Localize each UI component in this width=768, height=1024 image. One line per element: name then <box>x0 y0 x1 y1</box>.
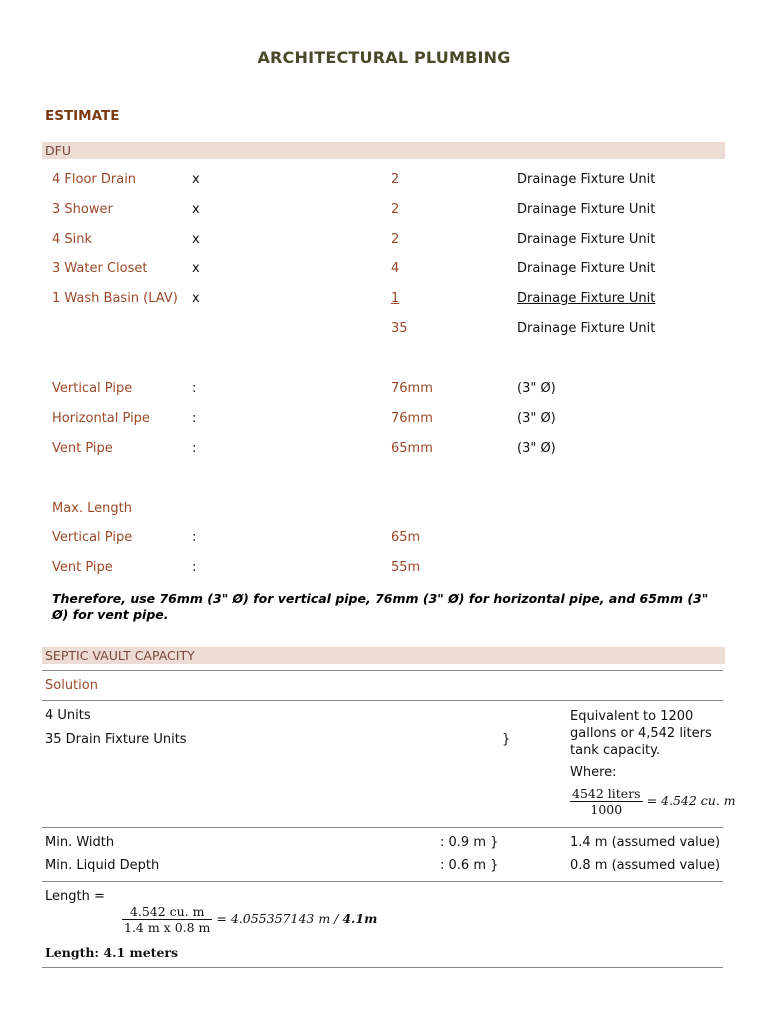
length-formula <box>122 904 377 935</box>
dfu-operator: x <box>192 291 200 306</box>
length-fraction <box>122 904 212 935</box>
dfu-total-value: 35 <box>391 321 408 336</box>
dfu-item: 1 Wash Basin (LAV) <box>52 291 178 306</box>
divider <box>42 670 723 671</box>
pipe-conclusion: Therefore, use 76mm (3" Ø) for vertical pipe, 76mm (3" Ø) for horizontal pipe, and 65mm (3" Ø) for vent pipe. <box>52 591 709 622</box>
conversion-formula <box>570 786 736 817</box>
pipe-separator: : <box>192 441 197 456</box>
septic-heading: SEPTIC VAULT CAPACITY <box>45 648 195 663</box>
dfu-unit: Drainage Fixture Unit <box>517 202 656 217</box>
dfu-section-band <box>42 142 725 159</box>
pipe-name: Vertical Pipe <box>52 381 133 396</box>
document-title: ARCHITECTURAL PLUMBING <box>257 48 511 67</box>
dfu-row <box>0 172 768 190</box>
length-final: Length: 4.1 meters <box>45 945 179 960</box>
length-result: = 4.055357143 m / <box>216 911 343 926</box>
max-length-separator: : <box>192 530 197 545</box>
length-rounded: 4.1m <box>342 911 378 926</box>
dfu-value: 1 <box>391 291 400 306</box>
dfu-row <box>0 291 768 309</box>
dfu-operator: x <box>192 172 200 187</box>
dfu-item: 3 Shower <box>52 202 113 217</box>
pipe-size: 76mm <box>391 381 433 396</box>
pipe-row <box>0 381 768 399</box>
pipe-size: 65mm <box>391 441 433 456</box>
pipe-row <box>0 441 768 459</box>
max-length-value: 55m <box>391 560 421 575</box>
conversion-numerator: 4542 liters <box>572 786 641 801</box>
septic-section-band <box>42 647 725 664</box>
dfu-total-row <box>0 321 768 339</box>
pipe-diameter: (3" Ø) <box>517 441 556 456</box>
divider <box>42 827 723 828</box>
dfu-item: 4 Floor Drain <box>52 172 137 187</box>
pipe-name: Vent Pipe <box>52 441 113 456</box>
pipe-row <box>0 411 768 429</box>
min-width-value: : 0.9 m } <box>440 835 499 850</box>
max-length-row <box>0 530 768 548</box>
dfu-unit: Drainage Fixture Unit <box>517 172 656 187</box>
units-count: 4 Units <box>45 708 91 723</box>
max-length-separator: : <box>192 560 197 575</box>
min-depth-value: : 0.6 m } <box>440 858 499 873</box>
min-width-label: Min. Width <box>45 835 115 850</box>
dfu-operator: x <box>192 202 200 217</box>
where-label: Where: <box>570 765 617 780</box>
min-width-assumed: 1.4 m (assumed value) <box>570 835 721 850</box>
divider <box>42 700 723 701</box>
brace: } <box>502 732 511 747</box>
divider <box>42 967 723 968</box>
solution-label: Solution <box>45 678 98 693</box>
dfu-heading: DFU <box>45 143 71 158</box>
max-length-row <box>0 560 768 578</box>
min-depth-label: Min. Liquid Depth <box>45 858 160 873</box>
length-numerator: 4.542 cu. m <box>122 904 212 920</box>
capacity-equivalent: Equivalent to 1200 gallons or 4,542 liters tank capacity. <box>570 709 712 758</box>
pipe-size: 76mm <box>391 411 433 426</box>
dfu-value: 2 <box>391 232 400 247</box>
dfu-value: 2 <box>391 172 400 187</box>
conversion-denominator: 1000 <box>590 802 623 817</box>
pipe-diameter: (3" Ø) <box>517 411 556 426</box>
dfu-unit: Drainage Fixture Unit <box>517 232 656 247</box>
dfu-value: 2 <box>391 202 400 217</box>
estimate-heading: ESTIMATE <box>45 108 120 124</box>
conversion-fraction <box>570 786 643 817</box>
dfu-unit: Drainage Fixture Unit <box>517 291 656 306</box>
dfu-operator: x <box>192 261 200 276</box>
dfu-item: 4 Sink <box>52 232 93 247</box>
dfu-total-unit: Drainage Fixture Unit <box>517 321 656 336</box>
dfu-value: 4 <box>391 261 400 276</box>
max-length-name: Vent Pipe <box>52 560 113 575</box>
max-length-value: 65m <box>391 530 421 545</box>
pipe-diameter: (3" Ø) <box>517 381 556 396</box>
dfu-operator: x <box>192 232 200 247</box>
dfu-row <box>0 261 768 279</box>
dfu-row <box>0 202 768 220</box>
pipe-separator: : <box>192 411 197 426</box>
max-length-name: Vertical Pipe <box>52 530 133 545</box>
dfu-unit: Drainage Fixture Unit <box>517 261 656 276</box>
max-length-heading: Max. Length <box>52 501 132 516</box>
dfu-row <box>0 232 768 250</box>
min-depth-assumed: 0.8 m (assumed value) <box>570 858 721 873</box>
pipe-name: Horizontal Pipe <box>52 411 150 426</box>
conversion-result: = 4.542 cu. m <box>646 793 736 808</box>
pipe-separator: : <box>192 381 197 396</box>
dfu-item: 3 Water Closet <box>52 261 148 276</box>
length-denominator: 1.4 m x 0.8 m <box>124 920 211 935</box>
fixture-units-count: 35 Drain Fixture Units <box>45 732 187 747</box>
length-label: Length = <box>45 889 105 904</box>
divider <box>42 881 723 882</box>
